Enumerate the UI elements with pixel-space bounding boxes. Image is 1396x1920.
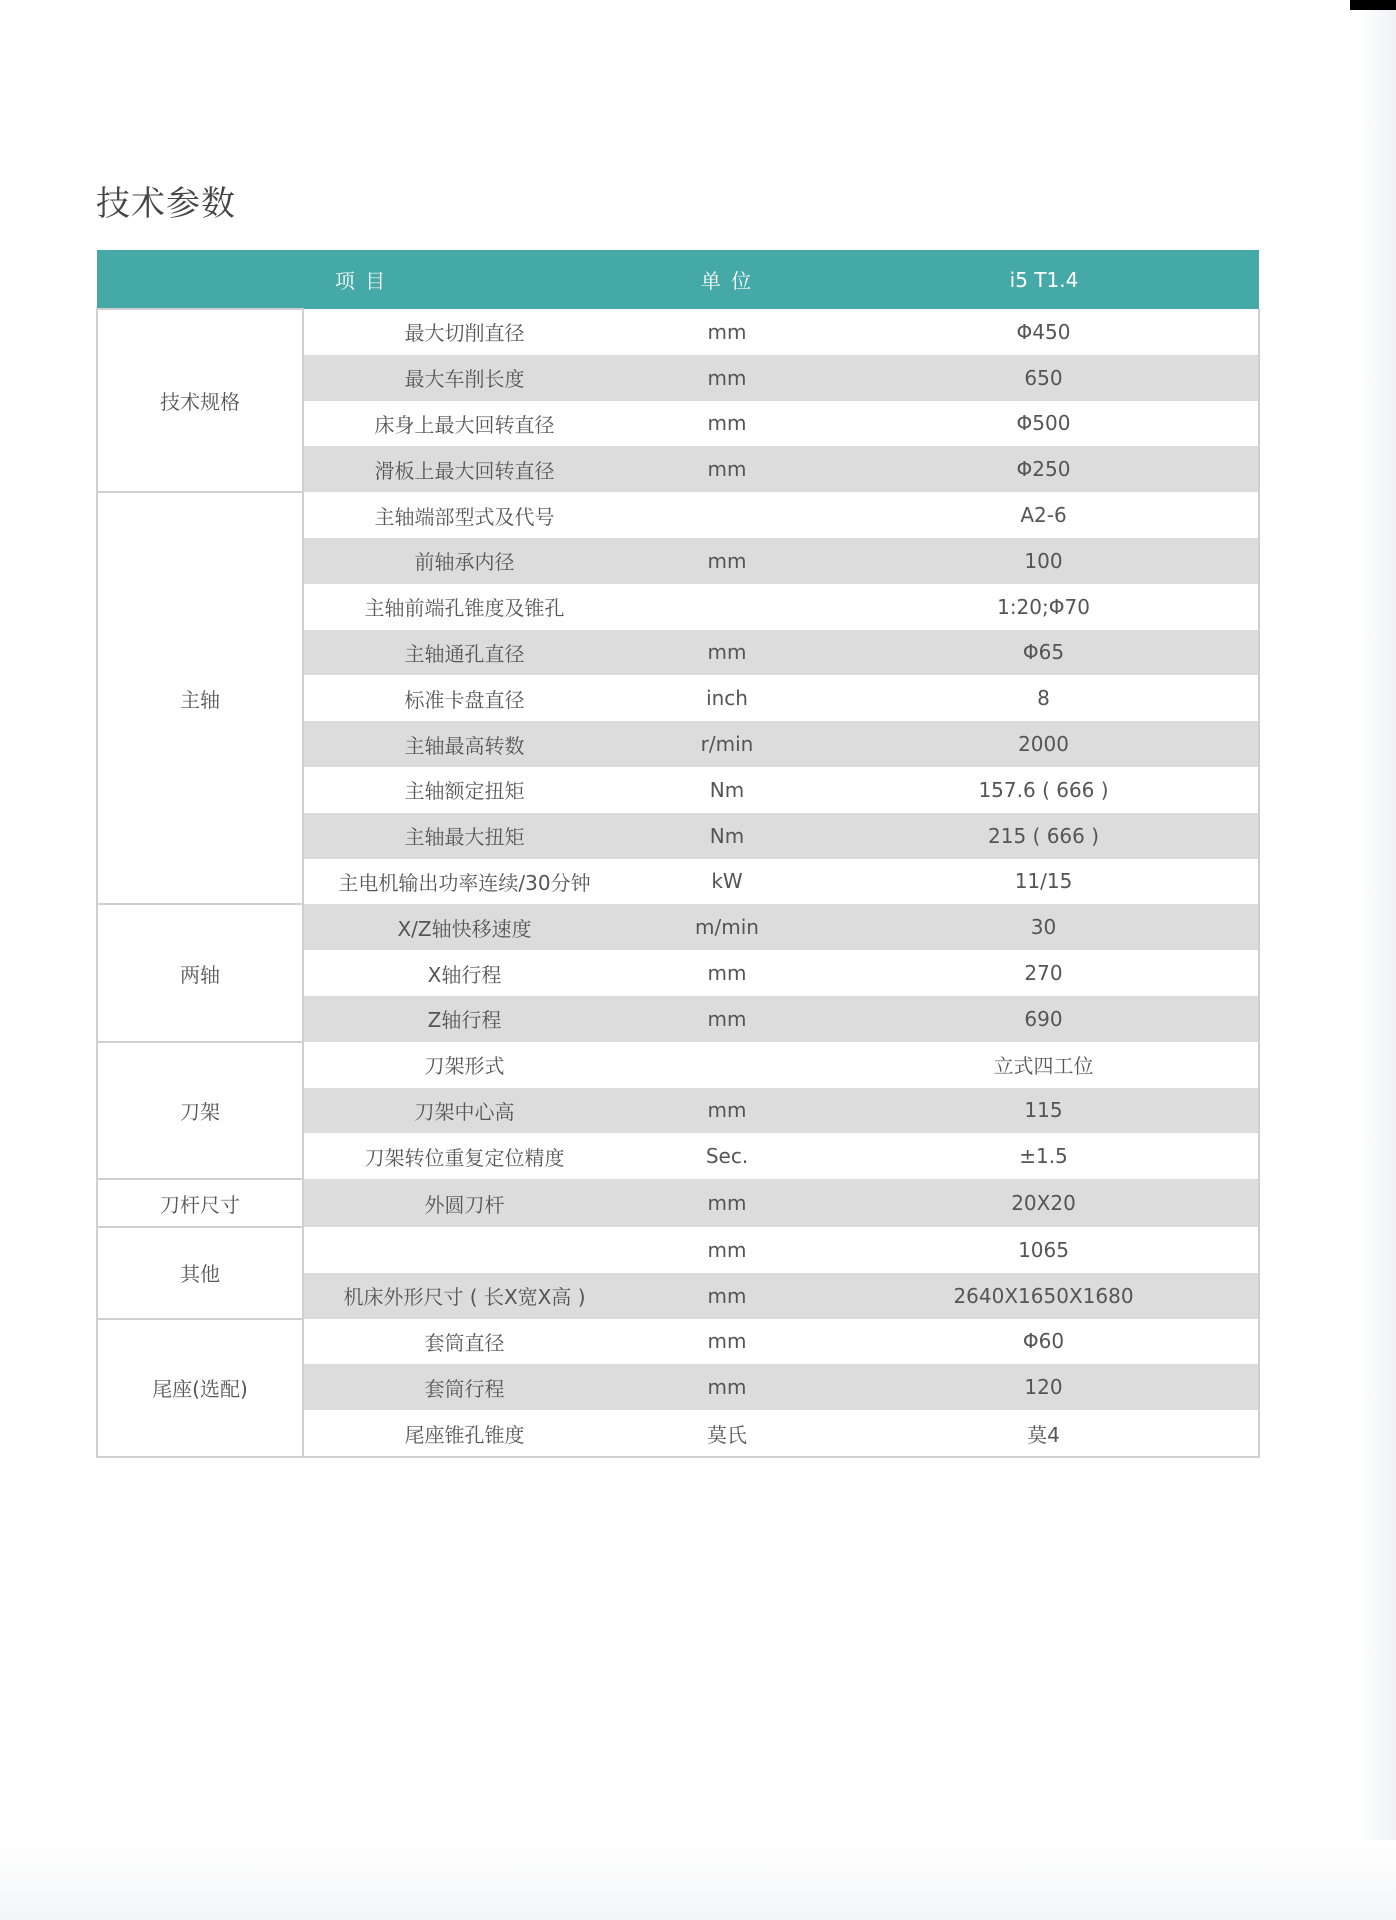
param-value: 115 (829, 1088, 1259, 1134)
param-value: Φ65 (829, 630, 1259, 676)
param-name: 套筒行程 (303, 1364, 625, 1410)
param-name: X轴行程 (427, 962, 502, 987)
header-item: 项 目 (97, 250, 625, 309)
param-value: 2000 (829, 721, 1259, 767)
param-value: 120 (829, 1364, 1259, 1410)
param-unit: kW (711, 869, 743, 894)
param-name: 主轴通孔直径 (303, 630, 625, 676)
param-name: 主轴最大扭矩 (303, 813, 625, 859)
table-row (97, 1042, 1259, 1088)
param-unit: mm (625, 1088, 829, 1134)
param-name: 主轴最高转数 (303, 721, 625, 767)
param-unit (625, 584, 829, 630)
spec-table (96, 250, 1260, 1458)
param-name: 床身上最大回转直径 (374, 412, 555, 437)
param-value: 215 ( 666 ) (829, 813, 1259, 859)
param-name: 机床外形尺寸 ( 长X宽X高 ) (303, 1273, 625, 1319)
param-name: 刀架中心高 (303, 1088, 625, 1134)
param-unit: mm (707, 1237, 747, 1262)
corner-mark (1350, 0, 1396, 10)
param-value: 立式四工位 (829, 1042, 1259, 1088)
spec-table-body (97, 309, 1259, 1457)
param-name: 标准卡盘直径 (404, 687, 525, 712)
param-name: 滑板上最大回转直径 (303, 446, 625, 492)
param-value: 650 (829, 355, 1259, 401)
param-unit: mm (625, 996, 829, 1042)
param-name: 主轴前端孔锥度及锥孔 (364, 596, 565, 621)
param-value: 2640X1650X1680 (829, 1273, 1259, 1319)
param-value: 30 (829, 904, 1259, 950)
param-name: 刀架形式 (424, 1054, 505, 1079)
page-title: 技术参数 (96, 184, 236, 224)
param-value: Φ450 (829, 309, 1259, 355)
param-value: 11/15 (829, 859, 1259, 905)
param-value: 8 (829, 675, 1259, 721)
param-unit: mm (625, 1364, 829, 1410)
param-unit: 莫氏 (707, 1422, 748, 1447)
param-unit: r/min (625, 721, 829, 767)
page-edge-shadow (1358, 0, 1396, 1920)
param-unit: mm (707, 961, 747, 986)
param-value: A2-6 (829, 492, 1259, 538)
param-value: 莫4 (829, 1410, 1259, 1457)
param-name: 前轴承内径 (303, 538, 625, 584)
group-label: 其他 (97, 1227, 303, 1319)
param-name (303, 1227, 625, 1273)
group-label: 两轴 (97, 904, 303, 1041)
param-value: 157.6 ( 666 ) (829, 767, 1259, 813)
param-name: 最大切削直径 (404, 321, 525, 346)
param-value: Φ60 (829, 1319, 1259, 1365)
param-unit: Nm (625, 813, 829, 859)
table-row (97, 1179, 1259, 1227)
param-name: 最大车削长度 (303, 355, 625, 401)
group-label: 尾座(选配) (97, 1319, 303, 1457)
param-value: 20X20 (829, 1179, 1259, 1227)
param-unit (625, 492, 829, 538)
param-value: 270 (829, 950, 1259, 996)
param-unit: mm (625, 355, 829, 401)
param-name: 套筒直径 (424, 1330, 505, 1355)
table-header-row (97, 250, 1259, 309)
param-unit: mm (707, 1329, 747, 1354)
param-unit: mm (707, 411, 747, 436)
param-unit: Nm (709, 777, 745, 802)
param-value: Φ250 (829, 446, 1259, 492)
param-value: 690 (829, 996, 1259, 1042)
table-row (97, 492, 1259, 538)
table-row (97, 309, 1259, 355)
group-label: 主轴 (97, 492, 303, 904)
table-row (97, 1319, 1259, 1365)
group-label: 刀杆尺寸 (97, 1179, 303, 1227)
table-row (97, 904, 1259, 950)
page-bottom-shadow (0, 1840, 1396, 1920)
param-name: 主轴端部型式及代号 (374, 504, 555, 529)
param-value: 100 (829, 538, 1259, 584)
param-name: 主电机输出功率连续/30分钟 (338, 870, 591, 895)
param-value: Φ500 (829, 401, 1259, 447)
param-unit: mm (625, 1179, 829, 1227)
param-unit (625, 1042, 829, 1088)
header-model: i5 T1.4 (829, 250, 1259, 309)
param-name: X/Z轴快移速度 (303, 904, 625, 950)
param-name: 主轴额定扭矩 (404, 779, 525, 804)
param-name: 刀架转位重复定位精度 (364, 1145, 565, 1170)
param-name: 尾座锥孔锥度 (404, 1422, 525, 1447)
param-unit: mm (625, 446, 829, 492)
param-unit: Sec. (705, 1144, 749, 1169)
group-label: 刀架 (97, 1042, 303, 1179)
param-unit: inch (706, 686, 748, 711)
param-name: 外圆刀杆 (303, 1179, 625, 1227)
param-name: Z轴行程 (303, 996, 625, 1042)
param-unit: mm (625, 538, 829, 584)
param-value: 1065 (829, 1227, 1259, 1273)
param-value: 1:20;Φ70 (829, 584, 1259, 630)
param-unit: mm (625, 630, 829, 676)
group-label: 技术规格 (97, 309, 303, 492)
param-unit: mm (707, 319, 747, 344)
param-unit: mm (625, 1273, 829, 1319)
param-unit: m/min (625, 904, 829, 950)
header-unit: 单 位 (625, 250, 829, 309)
param-value: ±1.5 (829, 1133, 1259, 1179)
table-row (97, 1227, 1259, 1273)
